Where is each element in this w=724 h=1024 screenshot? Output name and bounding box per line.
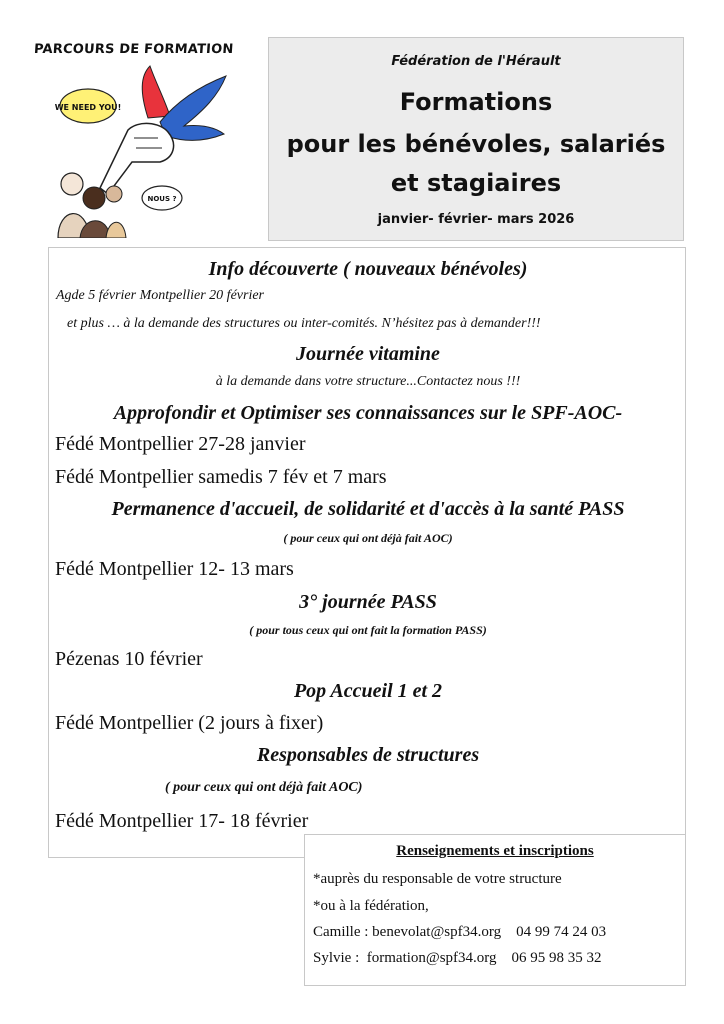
aoc-date-2: Fédé Montpellier samedis 7 fév et 7 mars [55,466,387,488]
person-head-dark-icon [83,187,105,209]
aoc-date-1: Fédé Montpellier 27-28 janvier [55,433,306,455]
red-wing-icon [142,66,170,118]
contact-line-1: *auprès du responsable de votre structure [313,871,562,887]
resp-date: Fédé Montpellier 17- 18 février [55,810,309,832]
illustration-title: PARCOURS DE FORMATION [33,42,234,57]
person-head-icon [61,173,83,195]
federation-name: Fédération de l'Hérault [391,54,561,69]
contact-title: Renseignements et inscriptions [396,843,594,859]
resp-note: ( pour ceux qui ont déjà fait AOC) [165,780,363,795]
pop-heading: Pop Accueil 1 et 2 [293,680,443,702]
bubble2-text: NOUS ? [147,195,177,203]
resp-heading: Responsables de structures [256,744,480,766]
pass3-date: Pézenas 10 février [55,648,203,670]
pass3-heading: 3° journée PASS [299,591,437,613]
info-dates: Agde 5 février Montpellier 20 février [56,288,264,303]
contact-line-2: *ou à la fédération, [313,898,429,914]
blue-wing-icon [160,76,226,140]
info-heading: Info découverte ( nouveaux bénévoles) [208,258,528,280]
pass3-note: ( pour tous ceux qui ont fait la formation PASS) [249,623,487,637]
bubble1-text: WE NEED YOU! [54,103,122,112]
pass-date: Fédé Montpellier 12- 13 mars [55,558,294,580]
pass-heading: Permanence d'accueil, de solidarité et d'accès à la santé PASS [111,498,625,520]
page-title: Formations [399,88,553,116]
pop-date: Fédé Montpellier (2 jours à fixer) [55,712,324,734]
vitamine-heading: Journée vitamine [296,343,440,365]
illustration [28,38,240,238]
person-head-small-icon [106,186,122,202]
illustration-drawing [28,38,240,238]
pointing-hand-icon [100,123,174,194]
page-subtitle-line2: et stagiaires [390,169,562,197]
info-note: et plus … à la demande des structures ou inter-comités. N’hésitez pas à demander!!! [67,316,541,331]
vitamine-note: à la demande dans votre structure...Contactez nous !!! [215,374,521,389]
page-subtitle-line1: pour les bénévoles, salariés [286,130,666,158]
contact-line-camille: Camille : benevolat@spf34.org 04 99 74 24 03 [313,924,607,940]
aoc-heading: Approfondir et Optimiser ses connaissances sur le SPF-AOC- [113,402,623,424]
pass-note: ( pour ceux qui ont déjà fait AOC) [283,531,453,545]
contact-box [304,834,686,986]
training-list [48,247,686,858]
contact-line-sylvie: Sylvie : formation@spf34.org 06 95 98 35 32 [313,950,602,966]
period: janvier- février- mars 2026 [377,212,575,227]
header-box [268,37,684,241]
